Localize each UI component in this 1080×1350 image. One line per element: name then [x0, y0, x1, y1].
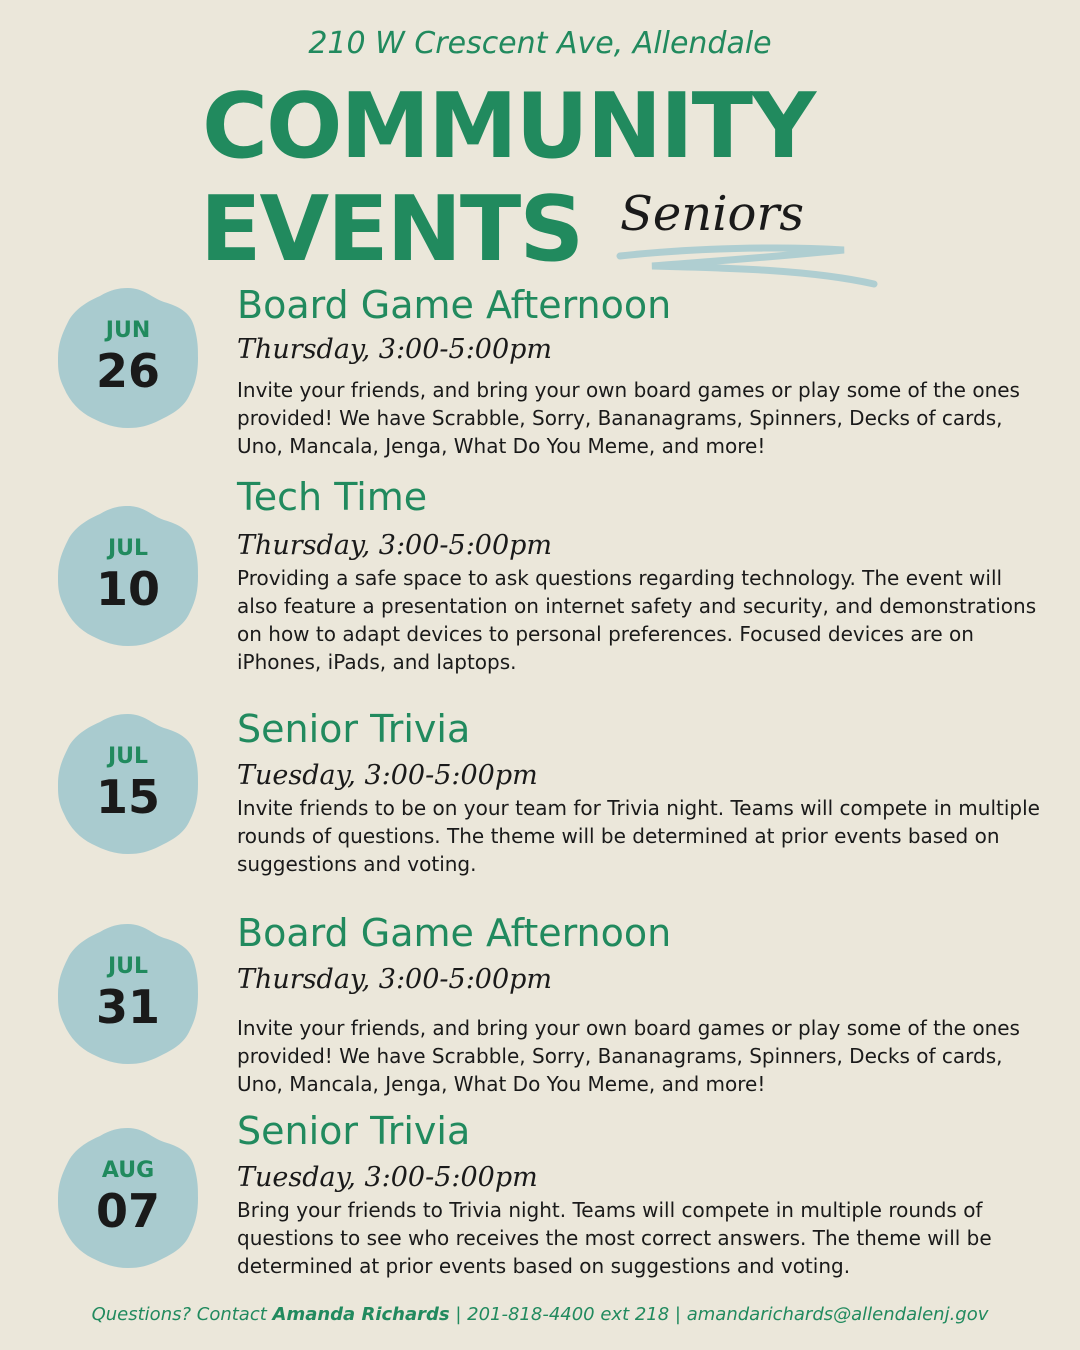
- date-badge: [52, 282, 204, 434]
- event-title: Senior Trivia: [237, 1109, 471, 1153]
- event-title: Board Game Afternoon: [237, 911, 672, 955]
- event-item: [237, 708, 1047, 878]
- contact-name: Amanda Richards: [272, 1304, 450, 1325]
- event-time: Thursday, 3:00-5:00pm: [237, 333, 553, 365]
- event-title: Board Game Afternoon: [237, 283, 672, 327]
- event-time: Thursday, 3:00-5:00pm: [237, 529, 553, 561]
- address: 210 W Crescent Ave, Allendale: [308, 26, 772, 61]
- badge-day: 07: [95, 1184, 160, 1238]
- badge-day: 31: [95, 980, 160, 1034]
- event-description: Invite your friends, and bring your own board games or play some of the ones provided! We have Scrabble, Sorry, Bananagrams, Spinners, Decks of cards, Uno, Mancala, Jenga, What Do You Meme, and more!: [237, 378, 1020, 459]
- badge-day: 15: [95, 770, 160, 824]
- subtitle-seniors: Seniors: [620, 186, 805, 242]
- brush-swoosh-decoration: [612, 238, 882, 288]
- date-badge: [52, 708, 204, 860]
- title-events: EVENTS: [200, 177, 583, 282]
- event-description: Bring your friends to Trivia night. Teams will compete in multiple rounds of questions to see who receives the most correct answers. The theme will be determined at prior events based on suggestions and voting.: [237, 1198, 992, 1279]
- badge-month: AUG: [101, 1158, 155, 1183]
- date-badge: [52, 1122, 204, 1274]
- badge-month: JUN: [105, 318, 151, 343]
- event-title: Tech Time: [237, 475, 428, 519]
- contact-email-link[interactable]: amandarichards@allendalenj.gov: [686, 1304, 989, 1325]
- event-time: Thursday, 3:00-5:00pm: [237, 963, 553, 995]
- event-description: Invite friends to be on your team for Trivia night. Teams will compete in multiple rounds of questions. The theme will be determined at prior events based on suggestions and voting.: [237, 796, 1040, 877]
- date-badge: [52, 918, 204, 1070]
- event-item: [237, 912, 1047, 1098]
- event-item: [237, 1110, 1047, 1280]
- title-community: COMMUNITY: [202, 74, 815, 179]
- event-item: [237, 284, 1047, 460]
- contact-phone: | 201-818-4400 ext 218 |: [449, 1304, 687, 1325]
- contact-footer: [0, 1304, 1080, 1325]
- badge-day: 26: [95, 344, 160, 398]
- badge-day: 10: [95, 562, 160, 616]
- event-item: [237, 476, 1047, 676]
- date-badge: [52, 500, 204, 652]
- event-description: Providing a safe space to ask questions regarding technology. The event will also feature a presentation on internet safety and security, and demonstrations on how to adapt devices to personal preferences. Focused devices are on iPhones, iPads, and laptops.: [237, 566, 1037, 675]
- event-title: Senior Trivia: [237, 707, 471, 751]
- event-description: Invite your friends, and bring your own board games or play some of the ones provided! We have Scrabble, Sorry, Bananagrams, Spinners, Decks of cards, Uno, Mancala, Jenga, What Do You Meme, and more!: [237, 1016, 1020, 1097]
- event-time: Tuesday, 3:00-5:00pm: [237, 759, 538, 791]
- footer-prefix: Questions? Contact: [91, 1304, 273, 1325]
- badge-month: JUL: [107, 536, 149, 561]
- badge-month: JUL: [107, 954, 149, 979]
- event-time: Tuesday, 3:00-5:00pm: [237, 1161, 538, 1193]
- badge-month: JUL: [107, 744, 149, 769]
